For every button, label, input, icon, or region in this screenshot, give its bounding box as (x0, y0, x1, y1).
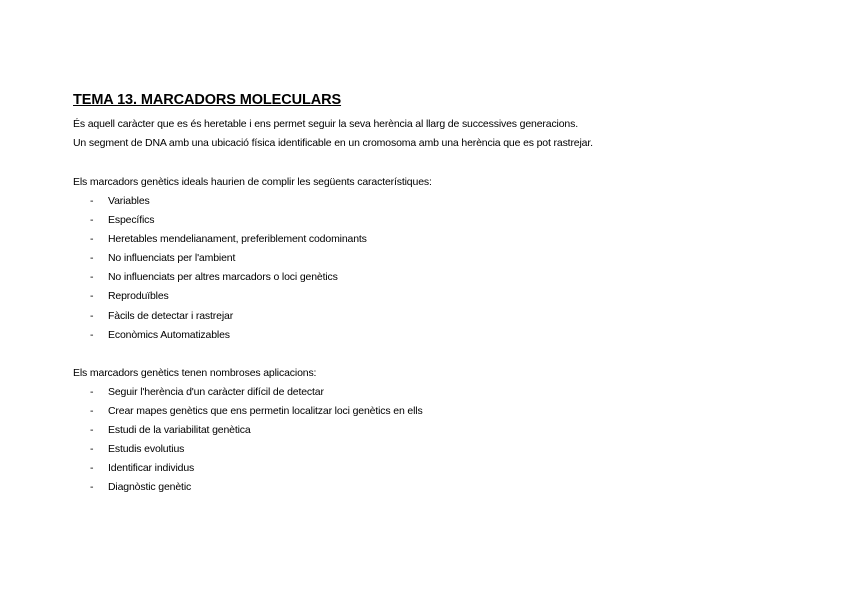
list-bullet: - (90, 290, 94, 303)
list-item-text: No influenciats per altres marcadors o loci genètics (108, 271, 338, 284)
list-bullet: - (90, 328, 94, 341)
list-bullet: - (90, 424, 94, 437)
characteristics-intro: Els marcadors genètics ideals haurien de complir les següents característiques: (73, 176, 432, 188)
list-bullet: - (90, 481, 94, 494)
list-bullet: - (90, 443, 94, 456)
list-item-text: Reproduïbles (108, 290, 169, 303)
list-item-text: Variables (108, 195, 150, 207)
list-bullet: - (90, 271, 94, 284)
list-item-text: Econòmics Automatizables (108, 328, 230, 341)
list-item-text: Estudis evolutius (108, 443, 185, 456)
list-bullet: - (90, 405, 94, 418)
list-item-text: Crear mapes genètics que ens permetin localitzar loci genètics en ells (108, 405, 423, 418)
list-bullet: - (90, 195, 94, 207)
list-item-text: No influenciats per l'ambient (108, 252, 236, 265)
list-item-text: Diagnòstic genètic (108, 481, 192, 494)
list-item-text: Seguir l'herència d'un caràcter difícil de detectar (108, 386, 324, 398)
definition-line-1: És aquell caràcter que es és heretable i ens permet seguir la seva herència al llarg de successives generacions. (73, 118, 578, 130)
list-item-text: Heretables mendelianament, preferiblement codominants (108, 233, 367, 246)
list-bullet: - (90, 214, 94, 227)
definition-line-2: Un segment de DNA amb una ubicació física identificable en un cromosoma amb una herència que es pot rastrejar. (73, 137, 593, 149)
list-item-text: Identificar individus (108, 462, 195, 475)
list-bullet: - (90, 462, 94, 475)
list-bullet: - (90, 309, 94, 322)
list-item-text: Estudi de la variabilitat genètica (108, 424, 251, 437)
applications-intro: Els marcadors genètics tenen nombroses aplicacions: (73, 367, 317, 379)
list-item-text: Específics (108, 214, 155, 227)
document-title: TEMA 13. MARCADORS MOLECULARS (73, 92, 342, 108)
list-bullet: - (90, 252, 94, 265)
list-item-text: Fàcils de detectar i rastrejar (108, 309, 234, 322)
list-bullet: - (90, 233, 94, 246)
list-bullet: - (90, 386, 94, 398)
